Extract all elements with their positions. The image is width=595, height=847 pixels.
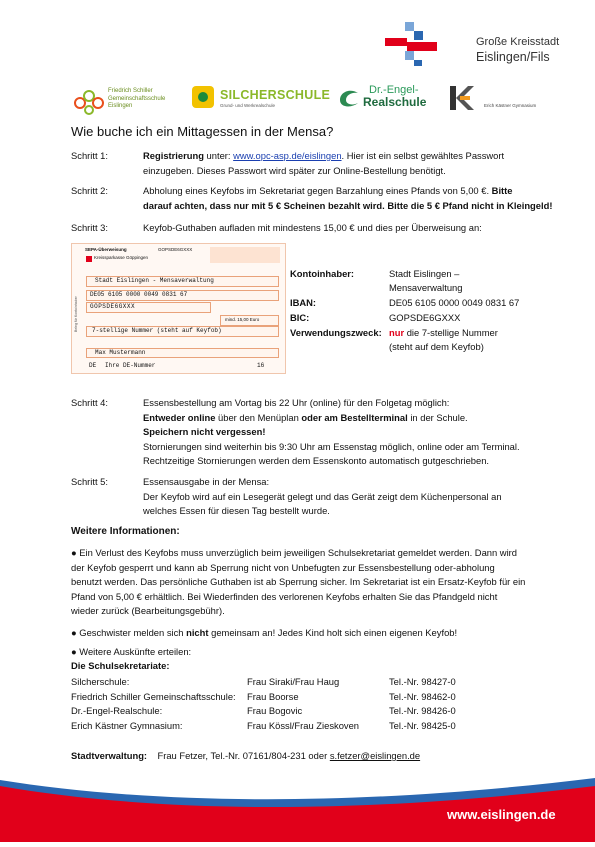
- sepa-field-purpose: 7-stellige Nummer (steht auf Keyfob): [86, 326, 279, 337]
- purpose-nur: nur: [389, 327, 405, 338]
- secretariats-table: [71, 675, 521, 733]
- bic-value: GOPSDE6GXXX: [389, 312, 461, 323]
- engel-name-line1: Dr.-Engel-: [369, 84, 419, 96]
- step3-label: Schritt 3:: [71, 222, 108, 233]
- sepa-form-fields: [84, 268, 281, 360]
- step4-line2: Entweder online über den Menüplan oder am Bestellterminal in der Schule.: [143, 411, 468, 423]
- footer-wave: [0, 758, 595, 842]
- sepa-transfer-form: [71, 243, 286, 363]
- sepa-field-recipient: Stadt Eislingen - Mensaverwaltung: [86, 276, 279, 287]
- step5-label: Schritt 5:: [71, 476, 108, 487]
- sepa-field-amount: mind. 15,00 Euro: [220, 315, 279, 326]
- sepa-form-notice: [210, 247, 280, 263]
- sepa-bank-logo-icon: [86, 256, 92, 262]
- sepa-form-bank: Kreissparkasse Göppingen: [94, 255, 149, 260]
- registration-link[interactable]: www.opc-asp.de/eislingen: [233, 150, 342, 161]
- bullet-loss: ● Ein Verlust des Keyfobs muss unverzüglich beim jeweiligen Schulsekretariat gemeldet werden. Dann wird der Keyfob gesperrt und kann ab Sperrung nicht von Unbefugten zur Essensbestellung oder-abholung benutzt werden. Das persönliche Guthaben ist ab Sperrung sicher. Im Sekretariat ist ein Ersatz-Keyfob für ein Pfand von 5,00 € erhältlich. Bei Wiederfinden des verlorenen Keyfobs erhalten Sie das Pfandgeld nicht wieder zurück (Bearbeitungsgebühr).: [71, 547, 526, 616]
- city-name: [476, 35, 559, 65]
- owner-value2: Mensaverwaltung: [389, 282, 463, 293]
- step1-line2: einzugeben. Dieses Passwort wird später zur Online-Bestellung benötigt.: [143, 164, 446, 176]
- ekg-logo: [448, 84, 558, 114]
- sepa-field-payer: Max Mustermann: [86, 348, 279, 358]
- city-admin-label: Stadtverwaltung:: [71, 750, 148, 761]
- step2-text: [143, 184, 583, 213]
- step4-text: [143, 396, 583, 469]
- sepa-field-iban: DE05 6105 0000 0049 0831 67: [86, 290, 279, 301]
- ekg-name: Erich Kästner Gymnasium: [484, 103, 537, 108]
- bullet-siblings: ● Geschwister melden sich nicht gemeinsam an! Jedes Kind holt sich einen eigenen Keyfob!: [71, 627, 458, 638]
- sepa-payer-iban-prefix: DE: [89, 362, 97, 369]
- step5-line2: Der Keyfob wird auf ein Lesegerät gelegt und das Gerät zeigt dem Küchenpersonal an: [143, 490, 502, 502]
- engel-name-line2: Realschule: [363, 94, 427, 109]
- step4-label: Schritt 4:: [71, 397, 108, 408]
- city-line2: Eislingen/Fils: [476, 50, 550, 64]
- silcherschule-sub: Grund- und Werkrealschule: [220, 103, 275, 108]
- silcherschule-name: SILCHERSCHULE: [220, 88, 331, 102]
- sepa-form-title: SEPA-Überweisung: [85, 247, 127, 252]
- owner-value1: Stadt Eislingen –: [389, 268, 460, 279]
- step1-text1: unter:: [203, 150, 234, 161]
- owner-label: Kontoinhaber:: [290, 268, 355, 279]
- step4-line5: Rechtzeitige Stornierungen werden dem Essenskonto automatisch gutgeschrieben.: [143, 455, 490, 466]
- bullet-icon: ●: [71, 646, 80, 657]
- secretariat-row: Dr.-Engel-Realschule: Frau Bogovic Tel.-Nr. 98426-0: [71, 705, 456, 716]
- email-link[interactable]: s.fetzer@eislingen.de: [329, 750, 421, 761]
- step2-label: Schritt 2:: [71, 185, 108, 196]
- fss-name-line2: Gemeinschaftsschule: [108, 95, 166, 102]
- sepa-form-side-text: Beleg für Kontoinhaber: [74, 296, 78, 332]
- fss-logo: [72, 85, 182, 117]
- sepa-form-bic-box: GOPSDE6GXXX: [158, 247, 193, 252]
- secretariat-row: Friedrich Schiller Gemeinschaftsschule: Frau Boorse Tel.-Nr. 98462-0: [71, 690, 456, 702]
- bullet-contacts: ● Weitere Auskünfte erteilen:: [71, 646, 192, 657]
- step2-line1a: Abholung eines Keyfobs im Sekretariat gegen Barzahlung eines Pfands von 5,00 €.: [143, 185, 492, 196]
- secretariats-heading: Die Schulsekretariate:: [71, 660, 170, 671]
- city-admin-contact: Stadtverwaltung: Frau Fetzer, Tel.-Nr. 07161/804-231 oder s.fetzer@eislingen.de: [71, 750, 421, 761]
- secretariat-row: Silcherschule: Frau Siraki/Frau Haug Tel.-Nr. 98427-0: [71, 676, 456, 687]
- city-logo: [381, 20, 447, 68]
- sepa-field-bic: GOPSDE6GXXX: [86, 302, 211, 313]
- purpose-value1: nur die 7-stellige Nummer: [389, 327, 498, 338]
- bullet-icon: ●: [71, 627, 80, 638]
- city-line1: Große Kreisstadt: [476, 36, 560, 48]
- more-info-heading: Weitere Informationen:: [71, 526, 180, 537]
- purpose-label: Verwendungszweck:: [290, 327, 382, 338]
- silcherschule-emblem-icon: [192, 86, 214, 108]
- iban-label: IBAN:: [290, 297, 317, 308]
- step1-bold: Registrierung: [143, 150, 204, 161]
- step2-line1b: Bitte: [491, 185, 513, 196]
- purpose-value2: (steht auf dem Keyfob): [389, 341, 484, 352]
- step1-text: [143, 149, 573, 178]
- iban-value: DE05 6105 0000 0049 0831 67: [389, 297, 520, 308]
- step5-line3: welches Essen für diesen Tag bestellt wurde.: [143, 505, 330, 516]
- footer-url[interactable]: www.eislingen.de: [447, 807, 556, 822]
- step1-text2: . Hier ist ein selbst gewähltes Passwort: [341, 150, 505, 161]
- step4-line4: Stornierungen sind weiterhin bis 9:30 Uhr am Essenstag möglich, online oder am Terminal.: [143, 440, 520, 452]
- step3-text: Keyfob-Guthaben aufladen mit mindestens 15,00 € und dies per Überweisung an:: [143, 222, 482, 233]
- step4-line3: Speichern nicht vergessen!: [143, 426, 266, 437]
- step5-line1: Essensausgabe in der Mensa:: [143, 476, 270, 487]
- sepa-form-bottom: [71, 361, 286, 374]
- step5-text: [143, 475, 583, 519]
- step1-label: Schritt 1:: [71, 150, 108, 161]
- bullet-icon: ●: [71, 547, 80, 558]
- page-title: Wie buche ich ein Mittagessen in der Mensa?: [71, 124, 334, 139]
- step4-line1: Essensbestellung am Vortag bis 22 Uhr (online) für den Folgetag möglich:: [143, 397, 450, 408]
- fss-name-line3: Eislingen: [108, 103, 133, 109]
- silcherschule-logo: [192, 86, 332, 114]
- bic-label: BIC:: [290, 312, 310, 323]
- sepa-payer-iban-hint: Ihre DE-Nummer: [105, 362, 156, 369]
- engel-realschule-logo: [338, 84, 438, 114]
- fss-name-line1: Friedrich Schiller: [108, 88, 153, 94]
- step2-line2: darauf achten, dass nur mit 5 € Scheinen bezahlt wird. Bitte die 5 € Pfand nicht in Kleingeld!: [143, 199, 553, 211]
- secretariat-row: Erich Kästner Gymnasium: Frau Kössl/Frau Zieskoven Tel.-Nr. 98425-0: [71, 719, 456, 731]
- sepa-code: 16: [257, 362, 265, 369]
